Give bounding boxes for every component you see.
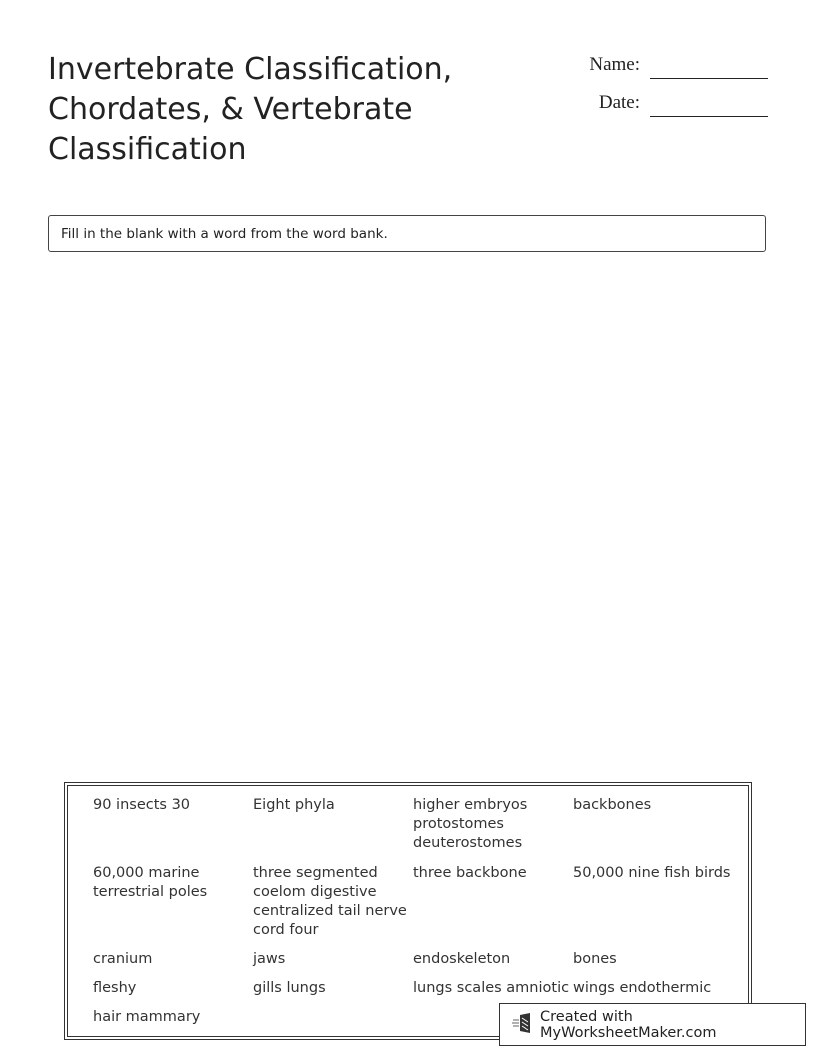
- date-blank-line[interactable]: [650, 116, 768, 117]
- word-bank-row: [93, 979, 733, 998]
- word-bank-row: [93, 1008, 253, 1027]
- word-bank-entry: 90 insects 30: [93, 797, 191, 813]
- word-bank-row: [93, 796, 733, 853]
- word-bank-entry: lungs scales amniotic: [413, 980, 570, 996]
- word-bank-entry: three backbone: [413, 865, 527, 881]
- word-bank-row: [93, 950, 733, 969]
- name-field[interactable]: [580, 54, 768, 84]
- instructions-box: Fill in the blank with a word from the word bank.: [48, 215, 766, 252]
- word-bank-entry: 50,000 nine fish birds: [573, 865, 731, 881]
- word-bank-entry: endoskeleton: [413, 951, 511, 967]
- created-with-badge[interactable]: [499, 1003, 806, 1046]
- word-bank-entry: 60,000 marine terrestrial poles: [93, 865, 208, 900]
- worksheet-title: Invertebrate Classification, Chordates, & Vertebrate Classification: [48, 52, 453, 167]
- word-bank-row: [93, 864, 733, 940]
- word-bank-entry: backbones: [573, 797, 652, 813]
- word-bank-entry: wings endothermic: [573, 980, 712, 996]
- word-bank-entry: three segmented coelom digestive centralized tail nerve cord four: [253, 865, 407, 938]
- worksheet-maker-logo-icon: [512, 1012, 540, 1038]
- word-bank: [64, 782, 752, 1040]
- created-with-text: Created with MyWorksheetMaker.com: [540, 1008, 717, 1041]
- word-bank-entry: cranium: [93, 951, 153, 967]
- name-blank-line[interactable]: [650, 78, 768, 79]
- word-bank-entry: fleshy: [93, 980, 137, 996]
- word-bank-entry: Eight phyla: [253, 797, 335, 813]
- word-bank-entry: gills lungs: [253, 980, 326, 996]
- word-bank-entry: jaws: [253, 951, 286, 967]
- word-bank-entry: higher embryos protostomes deuterostomes: [413, 797, 528, 851]
- date-label: Date:: [598, 92, 640, 113]
- name-label: Name:: [589, 54, 640, 75]
- word-bank-entry: hair mammary: [93, 1009, 201, 1025]
- word-bank-entry: bones: [573, 951, 617, 967]
- date-field[interactable]: [580, 92, 768, 122]
